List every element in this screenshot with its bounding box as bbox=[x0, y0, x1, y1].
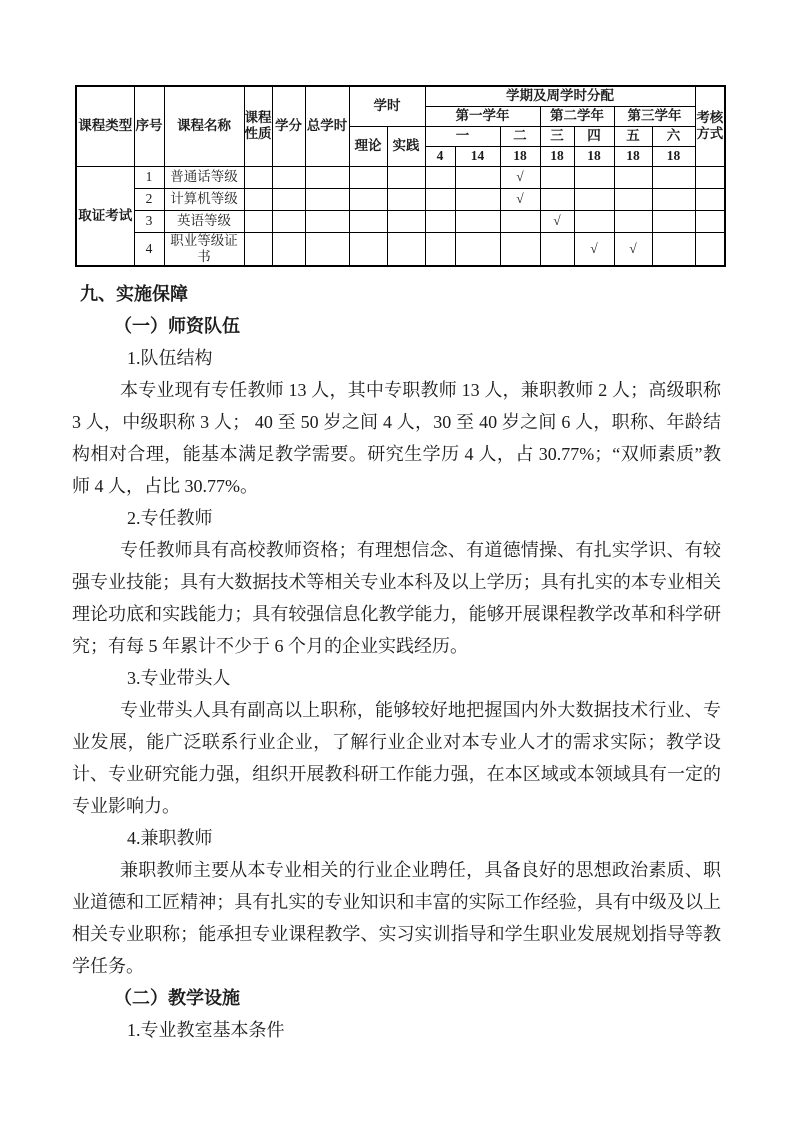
cell-check: √ bbox=[540, 210, 574, 232]
cell-check bbox=[652, 188, 695, 210]
header-year2: 第二学年 bbox=[540, 106, 614, 126]
cell-empty bbox=[349, 232, 387, 266]
header-sem-5: 五 bbox=[614, 126, 652, 146]
header-assessment: 考核方式 bbox=[695, 86, 725, 166]
paragraph: 本专业现有专任教师 13 人，其中专职教师 13 人，兼职教师 2 人；高级职称 3 人，中级职称 3 人； 40 至 50 岁之间 4 人，30 至 40 岁之间 6 人，职称、年龄结构相对合理，能基本满足教学需要。研究生学历 4 人，占 30.77%；“双师素质”教师 4 人，占比 30.77%。 bbox=[72, 379, 721, 496]
cell-check bbox=[425, 188, 455, 210]
numbered-heading: 4.兼职教师 bbox=[127, 827, 213, 848]
cell-empty bbox=[695, 188, 725, 210]
cell-empty bbox=[349, 188, 387, 210]
header-practice: 实践 bbox=[387, 126, 425, 166]
cell-check bbox=[425, 210, 455, 232]
numbered-heading: 3.专业带头人 bbox=[127, 667, 231, 688]
header-year1: 第一学年 bbox=[425, 106, 540, 126]
header-week-hours: 18 bbox=[574, 146, 614, 166]
cell-empty bbox=[305, 188, 349, 210]
cell-empty bbox=[387, 166, 425, 188]
header-sem-1: 一 bbox=[425, 126, 500, 146]
cell-seq: 2 bbox=[134, 188, 164, 210]
cell-check bbox=[652, 232, 695, 266]
header-total-hours: 总学时 bbox=[305, 86, 349, 166]
section-heading: 九、实施保障 bbox=[80, 283, 188, 304]
cell-check bbox=[540, 166, 574, 188]
cell-course-name: 英语等级 bbox=[164, 210, 244, 232]
cell-check bbox=[614, 188, 652, 210]
cell-empty bbox=[272, 166, 305, 188]
cell-course-name: 普通话等级 bbox=[164, 166, 244, 188]
cell-check bbox=[425, 166, 455, 188]
cell-check bbox=[455, 210, 500, 232]
cell-check bbox=[652, 166, 695, 188]
cell-empty bbox=[349, 166, 387, 188]
cell-check: √ bbox=[500, 166, 540, 188]
cell-empty bbox=[272, 232, 305, 266]
header-week-hours: 18 bbox=[652, 146, 695, 166]
header-sem-2: 二 bbox=[500, 126, 540, 146]
cell-check bbox=[614, 166, 652, 188]
cell-check bbox=[574, 188, 614, 210]
cell-empty bbox=[695, 210, 725, 232]
cell-check bbox=[500, 210, 540, 232]
cell-empty bbox=[305, 210, 349, 232]
paragraph: 兼职教师主要从本专业相关的行业企业聘任，具备良好的思想政治素质、职业道德和工匠精神；具有扎实的专业知识和丰富的实际工作经验，具有中级及以上相关专业职称；能承担专业课程教学、实习实训指导和学生职业发展规划指导等教学任务。 bbox=[72, 859, 721, 976]
header-week-hours: 4 bbox=[425, 146, 455, 166]
cell-check bbox=[455, 166, 500, 188]
cell-empty bbox=[695, 166, 725, 188]
header-theory: 理论 bbox=[349, 126, 387, 166]
cell-seq: 1 bbox=[134, 166, 164, 188]
cell-check bbox=[500, 232, 540, 266]
cell-check bbox=[425, 232, 455, 266]
cell-check bbox=[540, 188, 574, 210]
cell-check bbox=[652, 210, 695, 232]
header-seq: 序号 bbox=[134, 86, 164, 166]
header-semester-distribution: 学期及周学时分配 bbox=[425, 86, 695, 106]
header-year3: 第三学年 bbox=[614, 106, 695, 126]
cell-check bbox=[455, 232, 500, 266]
cell-empty bbox=[272, 210, 305, 232]
header-week-hours: 14 bbox=[455, 146, 500, 166]
cell-check bbox=[574, 166, 614, 188]
cell-empty bbox=[305, 166, 349, 188]
table-row bbox=[76, 210, 725, 232]
cell-course-name: 职业等级证书 bbox=[164, 232, 244, 266]
table-row bbox=[76, 232, 725, 266]
subsection-heading: （一）师资队伍 bbox=[114, 315, 240, 336]
header-course-name: 课程名称 bbox=[164, 86, 244, 166]
header-week-hours: 18 bbox=[540, 146, 574, 166]
cell-check bbox=[455, 188, 500, 210]
paragraph: 专任教师具有高校教师资格；有理想信念、有道德情操、有扎实学识、有较强专业技能；具有大数据技术等相关专业本科及以上学历；具有扎实的本专业相关理论功底和实践能力；具有较强信息化教学能力，能够开展课程教学改革和科学研究；有每 5 年累计不少于 6 个月的企业实践经历。 bbox=[72, 539, 721, 656]
header-week-hours: 18 bbox=[614, 146, 652, 166]
cell-empty bbox=[244, 188, 272, 210]
cell-empty bbox=[244, 210, 272, 232]
certification-course-table bbox=[75, 85, 726, 267]
cell-seq: 3 bbox=[134, 210, 164, 232]
group-label: 取证考试 bbox=[76, 166, 134, 266]
header-sem-4: 四 bbox=[574, 126, 614, 146]
cell-empty bbox=[272, 188, 305, 210]
cell-empty bbox=[305, 232, 349, 266]
cell-check bbox=[540, 232, 574, 266]
cell-empty bbox=[387, 188, 425, 210]
cell-check: √ bbox=[574, 232, 614, 266]
header-course-nature: 课程性质 bbox=[244, 86, 272, 166]
paragraph: 专业带头人具有副高以上职称，能够较好地把握国内外大数据技术行业、专业发展，能广泛联系行业企业，了解行业企业对本专业人才的需求实际；教学设计、专业研究能力强，组织开展教科研工作能力强，在本区域或本领域具有一定的专业影响力。 bbox=[72, 699, 721, 816]
header-sem-6: 六 bbox=[652, 126, 695, 146]
numbered-heading: 2.专任教师 bbox=[127, 507, 213, 528]
cell-empty bbox=[244, 166, 272, 188]
cell-seq: 4 bbox=[134, 232, 164, 266]
header-sem-3: 三 bbox=[540, 126, 574, 146]
table-row bbox=[76, 188, 725, 210]
cell-check: √ bbox=[614, 232, 652, 266]
cell-course-name: 计算机等级 bbox=[164, 188, 244, 210]
numbered-heading: 1.队伍结构 bbox=[127, 347, 213, 368]
header-week-hours: 18 bbox=[500, 146, 540, 166]
cell-empty bbox=[695, 232, 725, 266]
subsection-heading: （二）教学设施 bbox=[114, 987, 240, 1008]
document-body bbox=[72, 278, 721, 1046]
cell-check bbox=[614, 210, 652, 232]
cell-empty bbox=[387, 232, 425, 266]
numbered-heading: 1.专业教室基本条件 bbox=[127, 1019, 285, 1040]
cell-empty bbox=[349, 210, 387, 232]
header-credits: 学分 bbox=[272, 86, 305, 166]
cell-check bbox=[574, 210, 614, 232]
table-row bbox=[76, 166, 725, 188]
header-course-type: 课程类型 bbox=[76, 86, 134, 166]
cell-check: √ bbox=[500, 188, 540, 210]
header-hours: 学时 bbox=[349, 86, 425, 126]
cell-empty bbox=[244, 232, 272, 266]
cell-empty bbox=[387, 210, 425, 232]
